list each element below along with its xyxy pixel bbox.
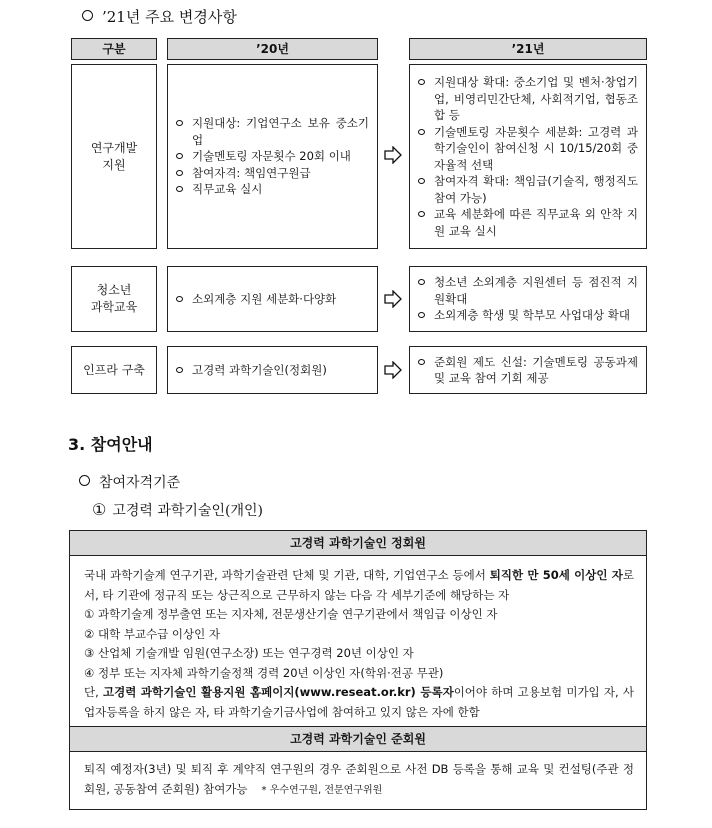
row-label-line: 지원 (102, 157, 126, 172)
bullet-icon (418, 312, 425, 318)
bullet-icon (176, 170, 183, 176)
list-item: 참여자격: 책임연구원급 (176, 165, 369, 182)
next-infra-cell (409, 346, 647, 394)
list-item: 지원대상: 기업연구소 보유 중소기업 (176, 115, 369, 148)
bullet-icon (176, 296, 183, 302)
list-item: 교육 세분화에 따른 직무교육 외 안착 지원 교육 실시 (418, 206, 638, 239)
associate-note: * 우수연구원, 전문연구위원 (261, 784, 383, 796)
bullet-icon (418, 359, 425, 365)
circle-bullet-icon (82, 10, 93, 21)
arrow-right-icon (384, 361, 402, 379)
next-youth-cell (409, 266, 647, 332)
list-item: 고경력 과학기술인(정회원) (176, 362, 369, 379)
regular-intro: 국내 과학기술계 연구기관, 과학기술관련 단체 및 기관, 대학, 기업연구소 등에서 퇴직한 만 50세 이상인 자로서, 타 기관에 정규직 또는 상근직으로 근무하지 않는 다음 각 세부기준에 해당하는 자 (84, 568, 634, 602)
subheading-individual (92, 500, 263, 520)
subheading-eligibility (79, 472, 180, 492)
list-item: 소외계층 지원 세분화·다양화 (176, 291, 369, 308)
bullet-icon (418, 178, 425, 184)
section-title-text: ’21년 주요 변경사항 (102, 8, 237, 26)
row-label-line: 연구개발 (90, 140, 138, 155)
associate-text: 퇴직 예정자(3년) 및 퇴직 후 계약직 연구원의 경우 준회원으로 사전 DB 등록을 통해 교육 및 컨설팅(주관 정회원, 공동참여 준회원) 참여가능 (84, 762, 634, 796)
list-item: 청소년 소외계층 지원센터 등 점진적 지원확대 (418, 274, 638, 307)
header-prev-year: ’20년 (167, 38, 378, 60)
bullet-icon (418, 211, 425, 217)
associate-member-body (70, 752, 646, 806)
bullet-icon (176, 367, 183, 373)
arrow-right-icon (384, 290, 402, 308)
section-title (82, 6, 237, 27)
condition-text: 단, 고경력 과학기술인 활용지원 홈페이지(www.reseat.or.kr) 등록자이어야 하며 고용보험 미가입 자, 사업자등록을 하지 않은 자, 타 과학기술기금사업에 참여하고 있지 않은 자에 한함 (84, 685, 634, 719)
associate-member-title: 고경력 과학기술인 준회원 (70, 726, 646, 752)
row-label-line: 청소년 (96, 283, 132, 297)
next-rnd-cell (409, 64, 647, 249)
row-label-line: 과학교육 (90, 300, 138, 314)
bullet-icon (418, 129, 425, 135)
row-label-youth (71, 266, 157, 332)
list-item: 기술멘토링 자문횟수 세분화: 고경력 과학기술인이 참여신청 시 10/15/20회 중 자율적 선택 (418, 124, 638, 174)
row-label-rnd (71, 64, 157, 249)
prev-infra-cell (167, 346, 378, 394)
list-item: 소외계층 학생 및 학부모 사업대상 확대 (418, 307, 638, 324)
list-item: 기술멘토링 자문횟수 20회 이내 (176, 148, 369, 165)
header-next-year: ’21년 (409, 38, 647, 60)
regular-member-title: 고경력 과학기술인 정회원 (70, 531, 646, 556)
regular-member-body (70, 556, 646, 726)
bullet-icon (418, 79, 425, 85)
list-item: 지원대상 확대: 중소기업 및 벤처·창업기업, 비영리민간단체, 사회적기업, 협동조합 등 (418, 74, 638, 124)
bullet-icon (176, 153, 183, 159)
member-table (69, 530, 647, 810)
circle-bullet-icon (79, 475, 90, 486)
row-label-infra (71, 346, 157, 394)
criteria-item: ② 대학 부교수급 이상인 자 (84, 626, 221, 641)
prev-rnd-cell (167, 64, 378, 249)
header-category: 구분 (71, 38, 157, 60)
criteria-item: ③ 산업체 기술개발 임원(연구소장) 또는 연구경력 20년 이상인 자 (84, 646, 414, 660)
subheading-text: 참여자격기준 (99, 475, 181, 491)
list-item: 직무교육 실시 (176, 181, 369, 198)
section-heading: 3. 참여안내 (68, 435, 153, 454)
row-label-line: 인프라 구축 (83, 362, 145, 377)
criteria-item: ④ 정부 또는 지자체 과학기술정책 경력 20년 이상인 자(학위·전공 무관) (84, 665, 444, 680)
list-item: 준회원 제도 신설: 기술멘토링 공동과제 및 교육 참여 기회 제공 (418, 354, 638, 387)
prev-youth-cell (167, 266, 378, 332)
arrow-right-icon (384, 146, 402, 164)
bullet-icon (418, 279, 425, 285)
bullet-icon (176, 120, 183, 126)
bullet-icon (176, 186, 183, 192)
subheading-text: 고경력 과학기술인(개인) (112, 503, 263, 519)
criteria-item: ① 과학기술계 정부출연 또는 지자체, 전문생산기술 연구기관에서 책임급 이상인 자 (84, 607, 498, 621)
circled-number: ① (92, 500, 107, 519)
list-item: 참여자격 확대: 책임급(기술직, 행정직도 참여 가능) (418, 173, 638, 206)
